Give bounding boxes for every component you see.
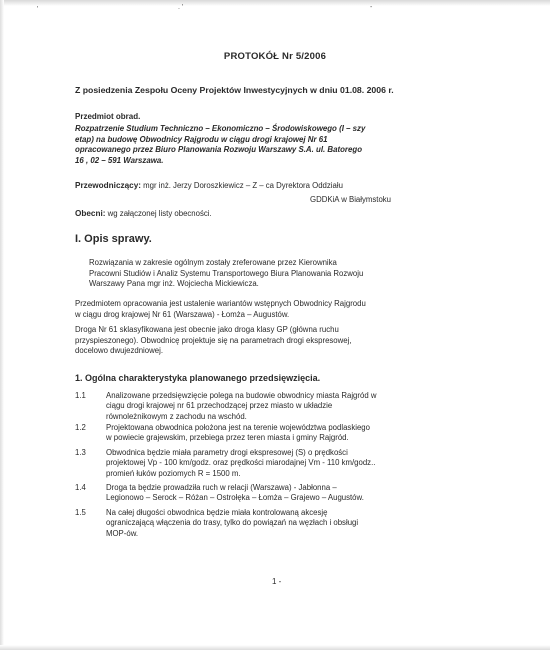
document-title: PROTOKÓŁ Nr 5/2006 (223, 51, 327, 62)
list-item-text (106, 508, 490, 539)
subject-line: Rozpatrzenie Studium Techniczno – Ekonomiczno – Środowiskowego (I – szy (75, 124, 366, 133)
present-row (75, 209, 495, 220)
section-heading-description: I. Opis sprawy. (75, 233, 152, 245)
list-item-text (106, 448, 490, 479)
list-item-text (106, 423, 490, 444)
list-item-line: projektowej Vp - 100 km/godz. oraz prędkości miarodajnej Vm - 110 km/godz.. (106, 458, 376, 468)
subject-text (75, 124, 485, 166)
paragraph-road-class (75, 325, 485, 357)
list-item-line: Droga ta będzie prowadziła ruch w relacji (Warszawa) - Jabłonna – (106, 483, 337, 492)
paragraph-line: Rozwiązania w zakresie ogólnym zostały zreferowane przez Kierownika (89, 258, 337, 267)
meeting-subtitle: Z posiedzenia Zespołu Oceny Projektów Inwestycyjnych w dniu 01.08. 2006 r. (75, 85, 394, 95)
chairman-organization: GDDKiA w Białymstoku (310, 195, 392, 204)
subject-line: 16 , 02 – 591 Warszawa. (75, 155, 164, 165)
subject-line: etap) na budowę Obwodnicy Rajgrodu w ciągu drogi krajowej Nr 61 (75, 134, 328, 144)
list-item-number: 1.1 (75, 391, 86, 400)
paragraph-presentation (75, 258, 485, 290)
paragraph-line: docelowo dwujezdniowej. (75, 346, 163, 355)
list-item-line: Projektowana obwodnica położona jest na terenie województwa podlaskiego (106, 423, 370, 432)
list-item-line: MOP-ów. (106, 528, 139, 538)
scan-mark: - (370, 4, 373, 11)
scan-mark: ' (37, 6, 39, 13)
subject-label: Przedmiot obrad. (75, 112, 141, 121)
list-item-line: w powiecie grajewskim, przebiega przez teren miasta i gminy Rajgród. (106, 433, 349, 443)
chairman-text: mgr inż. Jerzy Doroszkiewicz – Z – ca Dyrektora Oddziału (143, 181, 343, 190)
paragraph-line: przyspieszonego). Obwodnicę projektuje się na parametrach drogi ekspresowej, (75, 335, 352, 345)
paragraph-line: w ciągu drog krajowej Nr 61 (Warszawa) - Łomża – Augustów. (75, 309, 290, 319)
list-item-line: Na całej długości obwodnica będzie miała kontrolowaną akcesję (106, 508, 328, 517)
paragraph-line: Przedmiotem opracowania jest ustalenie wariantów wstępnych Obwodnicy Rajgrodu (75, 299, 366, 308)
list-item-line: równoleżnikowym z zachodu na wschód. (106, 411, 247, 421)
scan-edge-left (0, 0, 4, 650)
list-item-number: 1.5 (75, 508, 86, 517)
list-item-line: Analizowane przedsięwzięcie polega na budowie obwodnicy miasta Rajgród w (106, 391, 377, 400)
scan-mark: . ' (178, 4, 184, 11)
list-item-line: ograniczającą włączenia do trasy, tylko do powiązań na węzłach i obsługi (106, 518, 359, 528)
scan-edge-bottom (0, 645, 550, 650)
paragraph-line: Warszawy Pana mgr inż. Wojciecha Mickiewicza. (89, 279, 259, 288)
present-text: wg załączonej listy obecności. (107, 209, 212, 218)
list-item-line: Obwodnica będzie miała parametry drogi ekspresowej (S) o prędkości (106, 448, 348, 457)
list-item-line: Legionowo – Serock – Różan – Ostrołęka – Łomża – Grajewo – Augustów. (106, 493, 364, 503)
section-heading-characteristics: 1. Ogólna charakterystyka planowanego przedsięwzięcia. (75, 373, 321, 383)
chairman-row (75, 181, 495, 192)
paragraph-scope (75, 299, 485, 320)
list-item-line: promień łuków poziomych R = 1500 m. (106, 468, 241, 478)
present-label: Obecni: (75, 209, 106, 218)
page-number: 1 - (272, 577, 282, 586)
list-item-number: 1.2 (75, 423, 86, 432)
chairman-label: Przewodniczący: (75, 181, 141, 190)
list-item-number: 1.3 (75, 448, 86, 457)
list-item-number: 1.4 (75, 483, 86, 492)
scan-edge-top (0, 0, 550, 6)
list-item-line: ciągu drogi krajowej nr 61 przechodzącej przez miasto w układzie (106, 401, 333, 411)
paragraph-line: Droga Nr 61 sklasyfikowana jest obecnie jako droga klasy GP (główna ruchu (75, 325, 339, 334)
paragraph-line: Pracowni Studiów i Analiz Systemu Transportowego Biura Planowania Rozwoju (89, 268, 364, 278)
list-item-text (106, 483, 490, 504)
list-item-text (106, 391, 490, 422)
subject-line: opracowanego przez Biuro Planowania Rozwoju Warszawy S.A. ul. Batorego (75, 145, 363, 155)
